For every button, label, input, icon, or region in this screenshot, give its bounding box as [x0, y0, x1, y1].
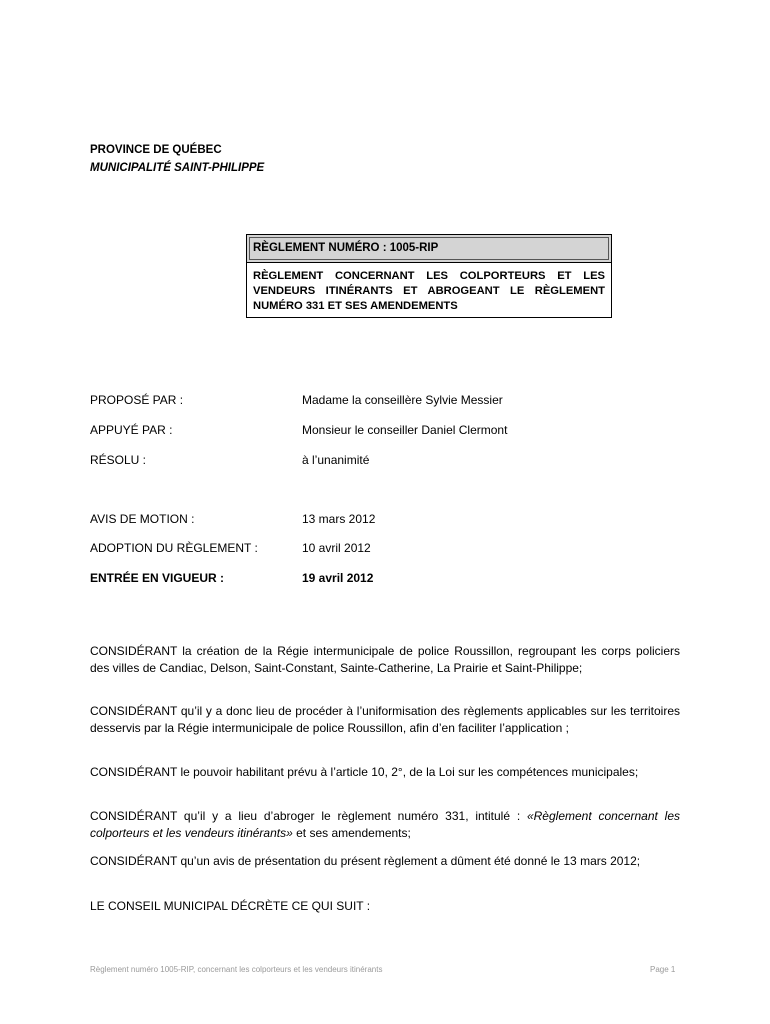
date-label: ENTRÉE EN VIGUEUR :	[90, 571, 225, 585]
detail-label: PROPOSÉ PAR :	[90, 393, 184, 407]
footer-text: Règlement numéro 1005-RIP, concernant les colporteurs et les vendeurs itinérants	[90, 965, 383, 974]
considerant-paragraph-3: CONSIDÉRANT le pouvoir habilitant prévu à l’article 10, 2°, de la Loi sur les compétences municipales;	[90, 765, 639, 779]
detail-row-seconded	[90, 423, 680, 439]
page-number: Page 1	[650, 965, 676, 974]
detail-value: à l’unanimité	[302, 453, 370, 467]
date-value: 10 avril 2012	[302, 541, 371, 555]
considerant-4-text: CONSIDÉRANT qu’il y a lieu d’abroger le règlement numéro 331, intitulé :	[90, 809, 527, 823]
regulation-number	[247, 235, 611, 263]
detail-label: APPUYÉ PAR :	[90, 423, 173, 437]
considerant-4-italic: «Règlement concernant les colporteurs et les vendeurs itinérants»	[90, 809, 680, 840]
date-label: AVIS DE MOTION :	[90, 512, 195, 526]
detail-row-resolved	[90, 453, 680, 469]
detail-row-proposed	[90, 393, 680, 409]
regulation-title: RÈGLEMENT CONCERNANT LES COLPORTEURS ET LES VENDEURS ITINÉRANTS ET ABROGEANT LE RÈGLEMENT NUMÉRO 331 ET SES AMENDEMENTS	[253, 270, 605, 312]
date-label: ADOPTION DU RÈGLEMENT :	[90, 541, 258, 555]
considerant-4-end: et ses amendements;	[292, 826, 411, 840]
date-value: 19 avril 2012	[302, 571, 374, 585]
province-heading: PROVINCE DE QUÉBEC	[90, 144, 222, 156]
considerant-paragraph-4	[90, 808, 680, 842]
municipality-heading: MUNICIPALITÉ SAINT-PHILIPPE	[90, 162, 265, 174]
detail-value: Monsieur le conseiller Daniel Clermont	[302, 423, 508, 437]
detail-label: RÉSOLU :	[90, 453, 147, 467]
considerant-paragraph-2: CONSIDÉRANT qu’il y a donc lieu de procéder à l’uniformisation des règlements applicables sur les territoires desservis par la Régie intermunicipale de police Roussillon, afin d’en faciliter l’application ;	[90, 704, 680, 735]
date-row-notice	[90, 512, 680, 528]
regulation-box	[246, 234, 612, 318]
considerant-paragraph-5: CONSIDÉRANT qu’un avis de présentation du présent règlement a dûment été donné le 13 mars 2012;	[90, 854, 641, 868]
date-row-adoption	[90, 541, 680, 557]
regulation-number-text: RÈGLEMENT NUMÉRO : 1005-RIP	[253, 242, 439, 254]
decree-statement: LE CONSEIL MUNICIPAL DÉCRÈTE CE QUI SUIT :	[90, 899, 371, 913]
date-value: 13 mars 2012	[302, 512, 376, 526]
considerant-paragraph-1: CONSIDÉRANT la création de la Régie intermunicipale de police Roussillon, regroupant les corps policiers des villes de Candiac, Delson, Saint-Constant, Sainte-Catherine, La Prairie et Saint-Philippe;	[90, 644, 680, 675]
detail-value: Madame la conseillère Sylvie Messier	[302, 393, 503, 407]
date-row-effective	[90, 571, 680, 587]
